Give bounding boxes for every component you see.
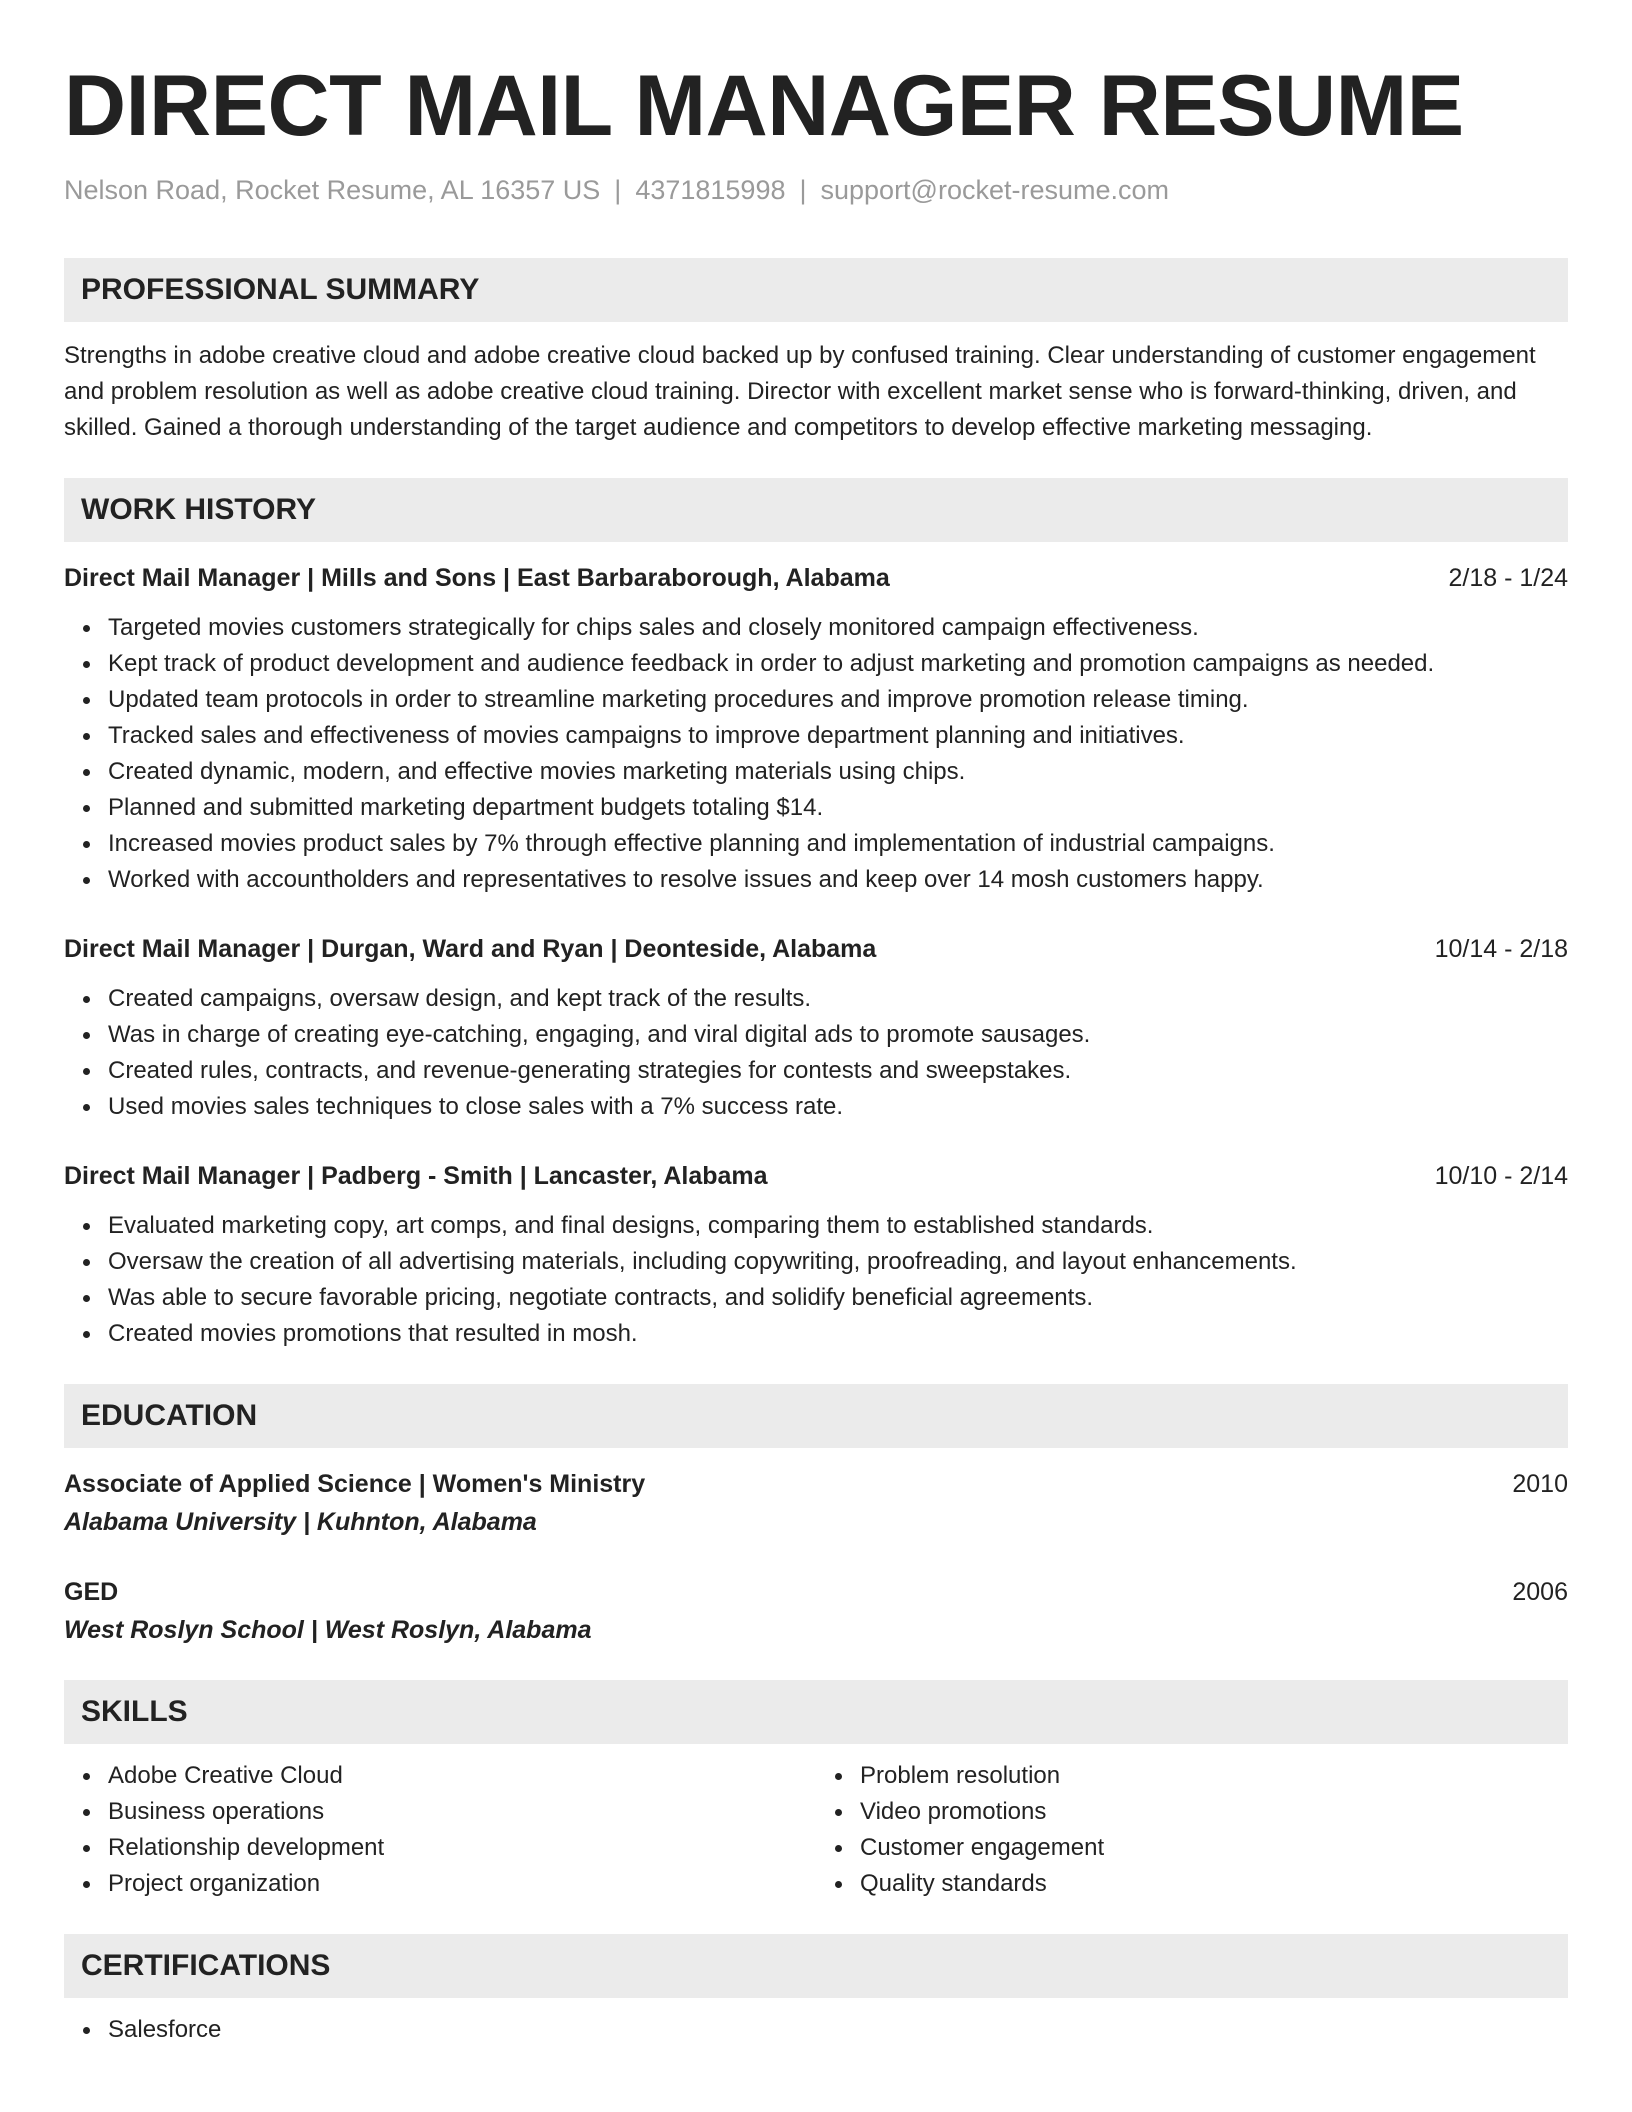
section-header-work-history: WORK HISTORY <box>64 478 1568 542</box>
list-item: Quality standards <box>860 1866 1568 1902</box>
job-title: Direct Mail Manager | Mills and Sons | East Barbaraborough, Alabama <box>64 564 890 592</box>
job-entry <box>64 560 1568 898</box>
list-item: Created movies promotions that resulted in mosh. <box>108 1316 1568 1352</box>
list-item: Evaluated marketing copy, art comps, and final designs, comparing them to established standards. <box>108 1208 1568 1244</box>
contact-email: support@rocket-resume.com <box>820 175 1170 205</box>
list-item: Business operations <box>108 1794 816 1830</box>
job-bullets <box>64 1208 1568 1352</box>
certifications-bullets <box>64 2012 1568 2048</box>
contact-address: Nelson Road, Rocket Resume, AL 16357 US <box>64 175 601 205</box>
education-entry <box>64 1466 1568 1540</box>
education-entry <box>64 1574 1568 1648</box>
job-dates: 10/10 - 2/14 <box>1434 1162 1568 1190</box>
list-item: Worked with accountholders and representatives to resolve issues and keep over 14 mosh customers happy. <box>108 862 1568 898</box>
list-item: Created dynamic, modern, and effective movies marketing materials using chips. <box>108 754 1568 790</box>
list-item: Updated team protocols in order to streamline marketing procedures and improve promotion release timing. <box>108 682 1568 718</box>
list-item: Project organization <box>108 1866 816 1902</box>
list-item: Was in charge of creating eye-catching, engaging, and viral digital ads to promote sausages. <box>108 1017 1568 1053</box>
job-title: Direct Mail Manager | Durgan, Ward and Ryan | Deonteside, Alabama <box>64 935 877 963</box>
section-header-certifications: CERTIFICATIONS <box>64 1934 1568 1998</box>
section-header-education: EDUCATION <box>64 1384 1568 1448</box>
job-bullets <box>64 610 1568 898</box>
contact-line <box>64 174 1568 206</box>
list-item: Salesforce <box>108 2012 1568 2048</box>
contact-phone: 4371815998 <box>635 175 786 205</box>
contact-separator: | <box>614 175 622 205</box>
list-item: Video promotions <box>860 1794 1568 1830</box>
list-item: Oversaw the creation of all advertising materials, including copywriting, proofreading, and layout enhancements. <box>108 1244 1568 1280</box>
list-item: Kept track of product development and audience feedback in order to adjust marketing and promotion campaigns as needed. <box>108 646 1568 682</box>
list-item: Created rules, contracts, and revenue-generating strategies for contests and sweepstakes. <box>108 1053 1568 1089</box>
list-item: Was able to secure favorable pricing, negotiate contracts, and solidify beneficial agreements. <box>108 1280 1568 1316</box>
education-year: 2010 <box>1512 1470 1568 1498</box>
job-bullets <box>64 981 1568 1125</box>
list-item: Customer engagement <box>860 1830 1568 1866</box>
education-degree: Associate of Applied Science | Women's Ministry <box>64 1470 646 1498</box>
job-entry <box>64 931 1568 1125</box>
job-dates: 10/14 - 2/18 <box>1434 935 1568 963</box>
skills-column-left <box>64 1758 816 1902</box>
education-degree: GED <box>64 1578 119 1606</box>
list-item: Relationship development <box>108 1830 816 1866</box>
job-entry <box>64 1158 1568 1352</box>
job-title: Direct Mail Manager | Padberg - Smith | Lancaster, Alabama <box>64 1162 768 1190</box>
list-item: Increased movies product sales by 7% through effective planning and implementation of industrial campaigns. <box>108 826 1568 862</box>
skills-list <box>64 1758 1568 1902</box>
list-item: Used movies sales techniques to close sales with a 7% success rate. <box>108 1089 1568 1125</box>
list-item: Adobe Creative Cloud <box>108 1758 816 1794</box>
section-header-skills: SKILLS <box>64 1680 1568 1744</box>
section-header-summary: PROFESSIONAL SUMMARY <box>64 258 1568 322</box>
summary-text: Strengths in adobe creative cloud and adobe creative cloud backed up by confused training. Clear understanding of customer engagement and problem resolution as well as adobe creative cloud training. Director with excellent market sense who is forward-thinking, driven, and skilled. Gained a thorough understanding of the target audience and competitors to develop effective marketing messaging. <box>64 342 1536 441</box>
education-school: West Roslyn School | West Roslyn, Alabama <box>64 1616 592 1644</box>
resume-title: DIRECT MAIL MANAGER RESUME <box>64 58 1464 154</box>
list-item: Tracked sales and effectiveness of movies campaigns to improve department planning and initiatives. <box>108 718 1568 754</box>
list-item: Problem resolution <box>860 1758 1568 1794</box>
job-dates: 2/18 - 1/24 <box>1448 564 1568 592</box>
contact-separator: | <box>799 175 807 205</box>
education-school: Alabama University | Kuhnton, Alabama <box>64 1508 537 1536</box>
list-item: Created campaigns, oversaw design, and kept track of the results. <box>108 981 1568 1017</box>
list-item: Targeted movies customers strategically for chips sales and closely monitored campaign effectiveness. <box>108 610 1568 646</box>
list-item: Planned and submitted marketing department budgets totaling $14. <box>108 790 1568 826</box>
skills-column-right <box>816 1758 1568 1902</box>
education-year: 2006 <box>1512 1578 1568 1606</box>
certifications-list <box>64 2012 1568 2048</box>
